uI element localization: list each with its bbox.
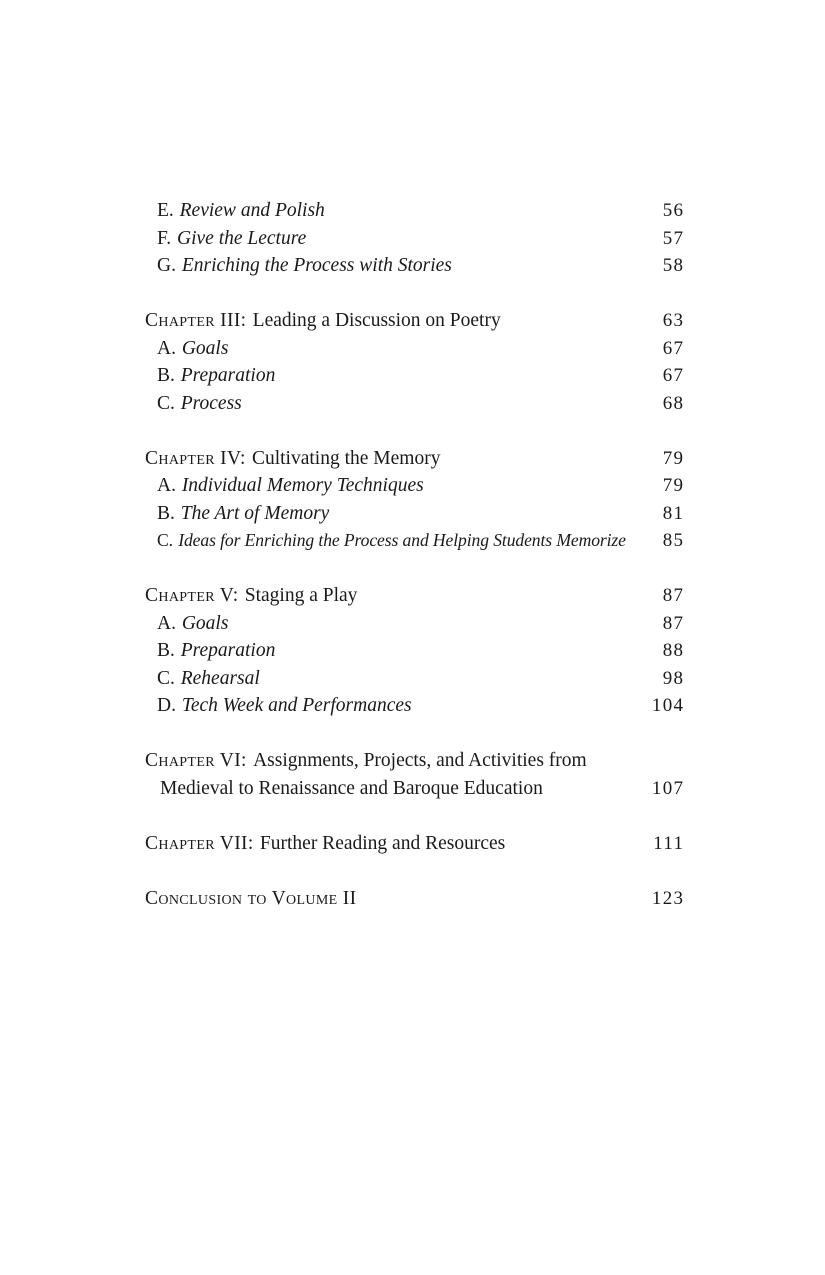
toc-group-chapter-6 <box>145 747 683 802</box>
section-title: Goals <box>181 337 229 359</box>
section-letter: B. <box>157 502 175 524</box>
page-number: 79 <box>662 475 685 496</box>
toc-entry-section-a <box>145 335 683 363</box>
toc-group-chapter-3 <box>145 307 683 417</box>
section-title: Individual Memory Techniques <box>181 475 424 496</box>
chapter-title-continuation: Medieval to Renaissance and Baroque Education <box>160 777 543 799</box>
toc-entry-section-f <box>145 225 683 253</box>
chapter-prefix: Chapter V: <box>145 585 239 606</box>
toc-entry-conclusion <box>145 885 683 913</box>
toc-entry-label <box>157 610 650 638</box>
page-number: 67 <box>662 365 685 386</box>
section-letter: B. <box>157 365 175 386</box>
toc-entry-label <box>145 747 683 775</box>
chapter-title: Assignments, Projects, and Activities from <box>253 750 587 771</box>
toc-entry-label <box>145 775 650 803</box>
page-number: 98 <box>662 667 685 689</box>
toc-entry-section-a <box>145 610 683 638</box>
page-number: 58 <box>662 255 685 276</box>
toc-group-sections-efg <box>145 197 683 280</box>
section-letter: C. <box>157 392 175 414</box>
section-title: Give the Lecture <box>177 227 307 249</box>
toc-entry-label <box>157 362 650 390</box>
toc-entry-label <box>157 692 650 720</box>
chapter-prefix: Chapter IV: <box>145 447 246 469</box>
page-number: 87 <box>662 585 685 606</box>
page-number: 107 <box>651 777 685 799</box>
toc-entry-section-b <box>145 362 683 390</box>
page-number: 67 <box>662 337 685 359</box>
section-letter: G. <box>157 255 176 276</box>
toc-entry-label <box>157 252 650 280</box>
page-number: 85 <box>662 530 685 551</box>
toc-entry-label <box>145 582 650 610</box>
toc-entry-chapter-3 <box>145 307 683 335</box>
chapter-prefix: Chapter III: <box>145 310 247 331</box>
chapter-title: Further Reading and Resources <box>259 832 506 854</box>
toc-entry-section-c <box>145 390 683 418</box>
toc-entry-section-d <box>145 692 683 720</box>
toc-entry-label <box>145 445 650 473</box>
page-number: 68 <box>662 392 685 414</box>
toc-entry-chapter-6-line2 <box>145 775 683 803</box>
toc-entry-chapter-5 <box>145 582 683 610</box>
toc-group-chapter-7 <box>145 830 683 858</box>
toc-entry-label <box>157 500 650 528</box>
toc-entry-label <box>157 665 650 693</box>
section-letter: A. <box>157 612 176 634</box>
chapter-prefix: Chapter VI: <box>145 750 247 771</box>
section-title: Ideas for Enriching the Process and Helping Students Memorize <box>178 530 626 550</box>
page-number: 88 <box>662 640 685 661</box>
section-title: Goals <box>181 612 229 634</box>
toc-group-chapter-4 <box>145 445 683 555</box>
page-number: 79 <box>662 447 685 469</box>
toc-entry-section-b <box>145 637 683 665</box>
toc-entry-section-c <box>145 665 683 693</box>
toc-group-conclusion <box>145 885 683 913</box>
page-number: 81 <box>662 502 685 524</box>
section-letter: C. <box>157 667 175 689</box>
section-title: Process <box>180 392 242 414</box>
section-letter: D. <box>157 695 176 716</box>
section-title: Preparation <box>180 365 276 386</box>
toc-entry-section-e <box>145 197 683 225</box>
section-letter: A. <box>157 475 176 496</box>
section-letter: A. <box>157 337 176 359</box>
toc-entry-label <box>157 637 650 665</box>
section-title: Review and Polish <box>179 200 325 221</box>
section-title: Tech Week and Performances <box>181 695 412 716</box>
toc-entry-label <box>157 335 650 363</box>
section-letter: F. <box>157 227 172 249</box>
conclusion-heading: Conclusion to Volume II <box>145 887 357 909</box>
toc-entry-label <box>145 307 650 335</box>
section-letter: B. <box>157 640 175 661</box>
toc-entry-label <box>157 472 650 500</box>
section-title: Rehearsal <box>180 667 260 689</box>
toc-entry-label <box>145 830 650 858</box>
page-number: 57 <box>662 227 685 249</box>
toc-entry-section-a <box>145 472 683 500</box>
section-letter: E. <box>157 200 174 221</box>
section-title: The Art of Memory <box>180 502 330 524</box>
toc-entry-label <box>145 885 650 913</box>
page-number: 123 <box>651 887 685 909</box>
chapter-prefix: Chapter VII: <box>145 832 254 854</box>
page-number: 87 <box>662 612 685 634</box>
chapter-title: Cultivating the Memory <box>251 447 441 469</box>
toc-entry-chapter-4 <box>145 445 683 473</box>
section-title: Enriching the Process with Stories <box>181 255 452 276</box>
toc-entry-chapter-6-line1 <box>145 747 683 775</box>
toc-entry-section-g <box>145 252 683 280</box>
toc-entry-label <box>157 390 650 418</box>
toc-entry-label <box>157 225 650 253</box>
section-title: Preparation <box>180 640 276 661</box>
section-letter: C. <box>157 530 173 550</box>
toc-group-chapter-5 <box>145 582 683 720</box>
page-number: 111 <box>653 832 685 854</box>
toc-entry-label <box>157 527 650 555</box>
chapter-title: Leading a Discussion on Poetry <box>252 310 501 331</box>
page-number: 56 <box>662 200 685 221</box>
chapter-title: Staging a Play <box>244 585 358 606</box>
toc-entry-section-c <box>145 527 683 555</box>
toc-entry-chapter-7 <box>145 830 683 858</box>
page-number: 104 <box>651 695 685 716</box>
page-number: 63 <box>662 310 685 331</box>
table-of-contents <box>145 197 683 912</box>
toc-entry-section-b <box>145 500 683 528</box>
toc-entry-label <box>157 197 650 225</box>
